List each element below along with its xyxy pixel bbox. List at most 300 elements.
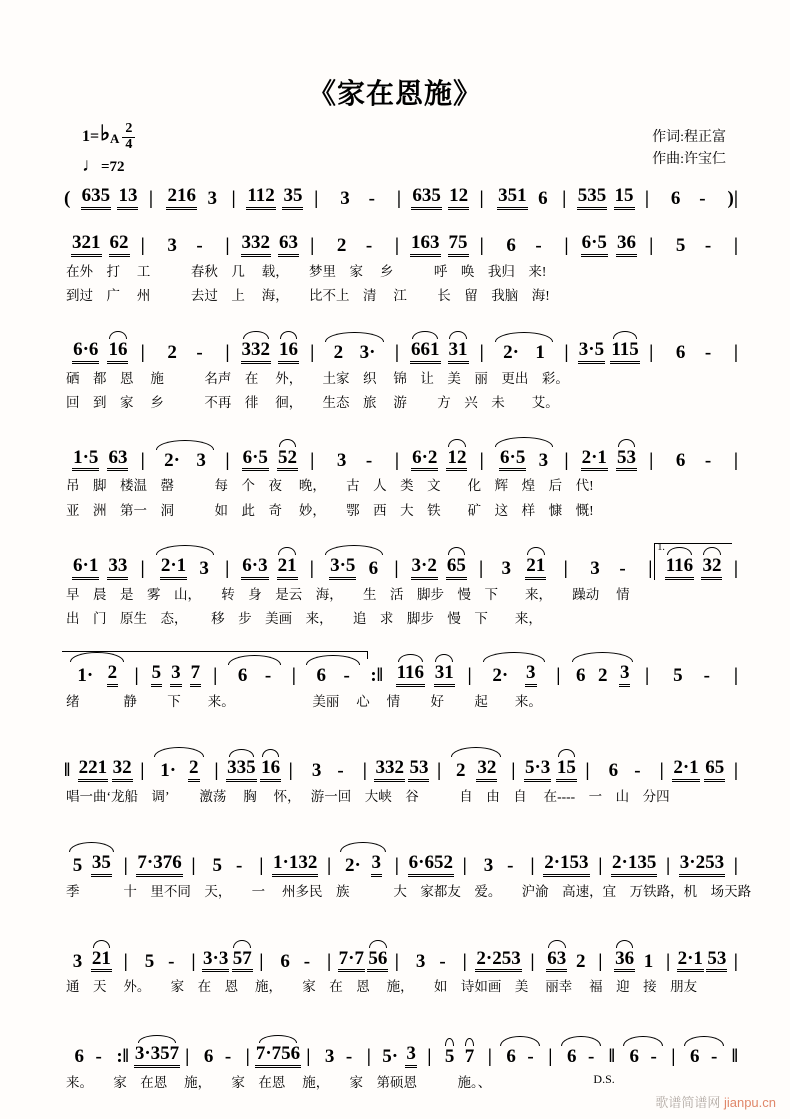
note-token: 351	[497, 186, 528, 210]
note-token: -	[535, 234, 542, 256]
dal-segno-marker: D.S.	[593, 1072, 615, 1087]
measure	[562, 663, 643, 687]
measure	[433, 1047, 485, 1068]
measure	[537, 949, 597, 973]
note-token: 2	[333, 342, 344, 364]
notation-row	[62, 541, 740, 580]
meter-numerator: 2	[122, 122, 135, 138]
note-token: 3	[538, 449, 549, 471]
note-token: 53	[616, 448, 637, 472]
key-prefix: 1=	[82, 128, 100, 146]
barline: |	[648, 557, 653, 579]
measure	[655, 236, 732, 257]
measure	[401, 448, 478, 472]
barline: |	[659, 760, 664, 782]
barline: |	[649, 234, 654, 256]
lyric-line: 出 门 原生 态， 移 步 美画 来， 追 求 脚步 慢 下 来，	[66, 610, 542, 626]
barline: |	[733, 950, 738, 972]
barline: |	[487, 1045, 492, 1067]
barline: |	[733, 342, 738, 364]
note-token: 63	[107, 448, 128, 472]
barline: |	[288, 760, 293, 782]
note-token: 6	[506, 234, 516, 256]
note-token: 3	[340, 188, 350, 209]
measure	[147, 343, 224, 364]
lyricist-credit: 作词:程正富	[652, 130, 726, 145]
measure	[486, 448, 563, 472]
note-token: 56	[367, 949, 388, 973]
measure	[554, 1045, 615, 1087]
barline: |	[314, 188, 319, 209]
note-token: 6	[675, 449, 686, 471]
note-token: -	[337, 760, 344, 782]
barline: |	[462, 855, 467, 877]
note-token: 3	[170, 663, 182, 687]
measure	[155, 186, 229, 210]
key-signature-block	[82, 122, 135, 177]
meter-denominator: 4	[125, 136, 133, 152]
measure	[62, 448, 139, 472]
barline: |	[562, 188, 567, 209]
note-token: 65	[446, 556, 467, 580]
note-token: -	[439, 950, 446, 972]
barline: |	[231, 188, 236, 209]
barline: |	[309, 557, 314, 579]
measure	[469, 856, 529, 877]
measure	[232, 448, 309, 472]
note-token: 16	[278, 340, 299, 364]
note-token: -	[365, 234, 373, 256]
measure	[141, 663, 211, 687]
measure	[198, 949, 258, 973]
barline: |	[140, 234, 145, 256]
measure	[486, 186, 560, 210]
note-token: 332	[241, 233, 272, 257]
barline: |	[479, 234, 484, 256]
note-token: 1	[643, 950, 654, 972]
barline: |	[123, 950, 128, 972]
barline: |	[394, 557, 399, 579]
measure	[298, 666, 368, 687]
note-token: 5·3	[524, 758, 551, 782]
barline: |	[214, 760, 219, 782]
note-token: -	[345, 1045, 353, 1067]
note-token: 6	[538, 188, 548, 209]
note-token: 7·376	[136, 853, 182, 877]
measure	[571, 340, 648, 364]
measure	[570, 559, 646, 580]
barline: |	[394, 855, 399, 877]
note-token: 3	[483, 855, 494, 877]
measure	[62, 233, 139, 257]
measure	[62, 949, 122, 973]
barline: |	[548, 1045, 553, 1067]
measure	[232, 233, 309, 257]
note-token: 5	[72, 855, 83, 877]
lyric-line: 硒 都 恩 施 名声 在 外， 土家 织 锦 让 美 丽 更出 彩。	[66, 371, 569, 387]
note-token: 6	[316, 665, 326, 687]
note-token: 31	[434, 663, 455, 687]
note-token: -	[507, 855, 514, 877]
note-token: 6	[675, 342, 686, 364]
measure	[316, 343, 393, 364]
barline: |	[148, 188, 153, 209]
measure	[617, 1047, 669, 1068]
music-system	[62, 172, 740, 210]
note-token: 5	[144, 950, 155, 972]
measure	[604, 949, 664, 973]
barline: |	[310, 234, 315, 256]
note-token: 3	[336, 449, 347, 471]
note-token: 2	[597, 665, 608, 687]
barline: |	[564, 234, 569, 256]
note-token: 6	[689, 1045, 700, 1067]
note-token: 6·5	[581, 233, 608, 257]
note-token: 6	[203, 1045, 214, 1067]
note-token: 6·6	[72, 340, 99, 364]
note-token: 12	[448, 186, 469, 210]
note-token: 52	[277, 448, 298, 472]
lyric-line: 绪 静 下 来。 美丽 心 情 好 起 来。	[66, 694, 542, 710]
lyric-line: 唱一曲‘龙船 调’ 激荡 胸 怀， 游一回 大峡 谷 自 由 自 在---- 一 山 分四	[66, 789, 670, 805]
note-token: 7	[190, 663, 202, 687]
barline: |	[225, 234, 230, 256]
music-system	[62, 649, 740, 711]
note-token: 6	[575, 665, 586, 687]
measure	[147, 556, 223, 580]
note-token: 3	[196, 449, 206, 471]
music-system	[62, 839, 752, 901]
barline: |	[564, 342, 569, 364]
credits	[652, 127, 726, 170]
barline: |	[310, 342, 315, 364]
note-token: 65	[704, 758, 725, 782]
barline: ‖	[731, 1045, 738, 1067]
note-token: 3	[199, 557, 209, 579]
measure	[191, 1047, 243, 1068]
note-token: 21	[91, 949, 112, 973]
watermark-site-name: 歌谱简谱网	[655, 1095, 721, 1110]
barline: |	[511, 760, 516, 782]
barline: |	[134, 665, 139, 687]
note-token: 116	[396, 663, 425, 687]
note-token: 163	[410, 233, 441, 257]
barline: |	[213, 665, 218, 687]
measure	[485, 556, 561, 580]
barline: |	[585, 760, 590, 782]
measure	[147, 451, 224, 472]
note-token: 6	[608, 760, 619, 782]
lyric-line: 亚 洲 第一 洞 如 此 奇 妙， 鄂 西 大 铁 矿 这 样 慷 慨!	[66, 502, 594, 518]
barline: |	[191, 950, 196, 972]
note-token: -	[587, 1045, 595, 1067]
note-token: -	[303, 950, 311, 972]
barline: |	[733, 557, 738, 579]
note-token: 635	[411, 186, 442, 210]
barline: |	[665, 855, 671, 877]
note-token: 6	[506, 1045, 516, 1067]
barline: |	[479, 449, 484, 471]
note-token: 31	[448, 340, 469, 364]
note-token: 1·	[160, 760, 177, 782]
measure	[401, 340, 478, 364]
barline: |	[598, 950, 603, 972]
barline: |	[140, 760, 145, 782]
measure	[316, 556, 392, 580]
barline: |	[366, 1045, 371, 1067]
barline: |	[530, 950, 535, 972]
measure	[401, 233, 478, 257]
notation-row	[62, 326, 740, 364]
lyric-line: 来。 家 在恩 施， 家 在恩 施， 家 第硕恩 施。、	[66, 1074, 492, 1090]
music-system	[62, 326, 740, 412]
measure	[474, 663, 555, 687]
barline: |	[649, 342, 654, 364]
barline: |	[649, 449, 654, 471]
measure	[672, 949, 732, 973]
measure	[571, 233, 648, 257]
music-system	[62, 219, 740, 305]
barline: |	[394, 449, 399, 471]
measure	[655, 451, 732, 472]
note-token: 2	[188, 758, 200, 782]
notation-row	[62, 649, 740, 687]
lyric-line: 到过 广 州 去过 上 海， 比不上 清 江 长 留 我脑 海!	[66, 288, 550, 303]
note-token: 6	[280, 950, 290, 972]
flat-sign-icon: ♭	[100, 120, 111, 145]
note-token: 63	[278, 233, 299, 257]
note-token: 21	[277, 556, 298, 580]
note-token: -	[703, 665, 710, 687]
measure	[62, 1047, 114, 1068]
barline: ‖	[64, 760, 71, 782]
note-token: 6	[368, 557, 379, 579]
note-token: 332	[241, 340, 272, 364]
barline: |	[598, 855, 603, 877]
barline: |	[225, 342, 230, 364]
note-token: 2·	[503, 342, 519, 364]
barline: |	[479, 188, 484, 209]
note-token: 33	[107, 556, 128, 580]
barline: |	[140, 449, 145, 471]
note-token: 57	[232, 949, 253, 973]
measure	[147, 236, 224, 257]
measure	[469, 949, 529, 973]
note-token: 6	[566, 1045, 577, 1067]
note-token: 2·1	[677, 949, 704, 973]
note-token: 2·	[164, 449, 180, 471]
first-ending-bracket	[62, 651, 368, 687]
note-token: 535	[577, 186, 608, 210]
barline: |	[665, 950, 671, 972]
note-token: 2·153	[543, 853, 589, 877]
note-token: -	[527, 1045, 534, 1067]
measure	[333, 853, 393, 877]
measure	[654, 543, 731, 580]
note-token: 2·1	[672, 758, 699, 782]
note-token: 15	[556, 758, 577, 782]
measure	[655, 343, 732, 364]
measure	[672, 853, 732, 877]
note-token: 3·253	[679, 853, 725, 877]
barline: |	[394, 234, 399, 256]
note-token: -	[619, 557, 626, 579]
barline: |	[563, 557, 568, 579]
note-token: 3	[207, 188, 217, 209]
lyric-line: 季 十 里不同 天， 一 州多民 族 大 家都友 爱。 沪渝 高速，宜 万铁路，机 场天路	[66, 884, 752, 900]
note-token: 3	[371, 853, 383, 877]
note-token: 7·756	[255, 1044, 301, 1068]
barline: |	[733, 855, 738, 877]
note-token: 5	[675, 234, 686, 256]
note-token: 1·5	[72, 448, 99, 472]
barline: |	[291, 665, 296, 687]
note-token: 35	[91, 853, 112, 877]
lyric-line: 回 到 家 乡 不再 徘 徊， 生态 旅 游 方 兴 未 艾。	[66, 395, 559, 411]
note-token: 3	[590, 557, 600, 579]
note-token: 6·652	[408, 853, 454, 877]
barline: ‖	[608, 1045, 615, 1067]
barline: |	[396, 188, 402, 209]
note-token: 6·1	[72, 556, 99, 580]
barline: |	[733, 234, 738, 256]
note-token: 5	[444, 1045, 455, 1067]
measure	[651, 189, 725, 210]
note-token: 6·5	[499, 448, 526, 472]
note-token: 53	[408, 758, 429, 782]
measure	[295, 761, 361, 782]
note-token: 3·3	[202, 949, 229, 973]
note-token: 2	[456, 760, 466, 782]
note-token: -	[710, 1045, 718, 1067]
barline: |	[556, 665, 561, 687]
note-token: 32	[476, 758, 497, 782]
quarter-note-icon: ♩	[82, 155, 101, 177]
measure	[131, 1044, 183, 1068]
volta-1-label: 1.	[657, 541, 665, 553]
note-token: 7	[464, 1045, 475, 1067]
measure	[312, 1047, 364, 1068]
note-token: 1	[535, 342, 545, 364]
note-token: -	[699, 188, 706, 209]
measure	[604, 853, 664, 877]
measure	[72, 758, 138, 782]
notation-row	[62, 172, 740, 210]
barline: |	[327, 950, 332, 972]
note-token: 3	[619, 663, 631, 687]
note-token: 53	[706, 949, 727, 973]
lyric-line: 在外 打 工 春秋 几 载， 梦里 家 乡 呼 唤 我归 来!	[66, 263, 547, 279]
note-token: 661	[410, 340, 441, 364]
measure	[494, 1047, 546, 1068]
barline: |	[479, 342, 484, 364]
barline: )|	[727, 188, 739, 209]
note-token: -	[196, 342, 203, 364]
note-token: 62	[109, 233, 130, 257]
measure	[320, 189, 394, 210]
lyric-line: 早 晨 是 雾 山， 转 身 是云 海， 生 活 脚步 慢 下 来， 躁动 情	[66, 586, 630, 602]
notation-row	[62, 219, 740, 257]
measure	[568, 186, 642, 210]
barline: |	[733, 449, 738, 471]
note-token: -	[704, 234, 712, 256]
watermark	[655, 1092, 776, 1111]
note-token: 35	[282, 186, 303, 210]
note-token: 12	[446, 448, 467, 472]
note-token: 6	[74, 1045, 84, 1067]
measure	[62, 663, 132, 687]
music-system	[62, 541, 740, 628]
measure	[238, 186, 312, 210]
note-token: 3·357	[134, 1044, 180, 1068]
note-token: -	[224, 1045, 232, 1067]
note-token: 3	[72, 950, 83, 972]
notation-row	[62, 744, 740, 782]
measure	[316, 451, 393, 472]
measure	[232, 340, 309, 364]
measure	[537, 853, 597, 877]
measure	[265, 952, 325, 973]
measure	[571, 448, 648, 472]
measure	[130, 853, 190, 877]
note-token: 116	[665, 556, 694, 580]
note-token: 3	[167, 234, 177, 256]
barline: |	[645, 665, 650, 687]
note-token: 2	[107, 663, 119, 687]
note-token: 3·5	[329, 556, 356, 580]
note-token: 216	[166, 186, 197, 210]
measure	[198, 856, 258, 877]
measure	[333, 949, 393, 973]
measure	[72, 186, 146, 210]
barline: |	[225, 557, 230, 579]
measure	[403, 186, 477, 210]
note-token: 5·	[382, 1045, 399, 1067]
key-signature	[82, 122, 135, 152]
barline: |	[462, 950, 467, 972]
song-title: 《家在恩施》	[307, 79, 482, 110]
barline: |	[259, 950, 264, 972]
measure	[401, 952, 461, 973]
time-signature	[122, 122, 135, 152]
note-token: 6	[670, 188, 681, 209]
note-token: 36	[616, 233, 637, 257]
note-token: -	[365, 449, 373, 471]
music-system	[62, 744, 740, 806]
lyric-line: 吊 脚 楼温 罄 每 个 夜 晚， 古 人 类 文 化 辉 煌 后 代!	[66, 478, 594, 494]
measure	[252, 1044, 304, 1068]
notation-row	[62, 839, 740, 877]
note-token: 115	[610, 340, 639, 364]
measure	[443, 758, 509, 782]
barline: |	[564, 449, 569, 471]
measure	[130, 952, 190, 973]
lyric-line: 通 天 外。 家 在 恩 施， 家 在 恩 施， 如 诗如画 美 丽幸 福 迎 接 朋友	[66, 979, 698, 995]
measure	[221, 758, 287, 782]
measure	[677, 1047, 729, 1068]
note-token: 13	[117, 186, 138, 210]
note-token: 32	[112, 758, 133, 782]
barline: |	[191, 855, 196, 877]
note-token: 3	[525, 663, 537, 687]
barline: |	[123, 855, 128, 877]
music-system	[62, 434, 740, 520]
barline: |	[733, 665, 738, 687]
composer-credit: 作曲:许宝仁	[652, 151, 726, 167]
barline: |	[306, 1045, 311, 1067]
note-token: 2·	[492, 665, 509, 687]
note-token: 2	[167, 342, 177, 364]
